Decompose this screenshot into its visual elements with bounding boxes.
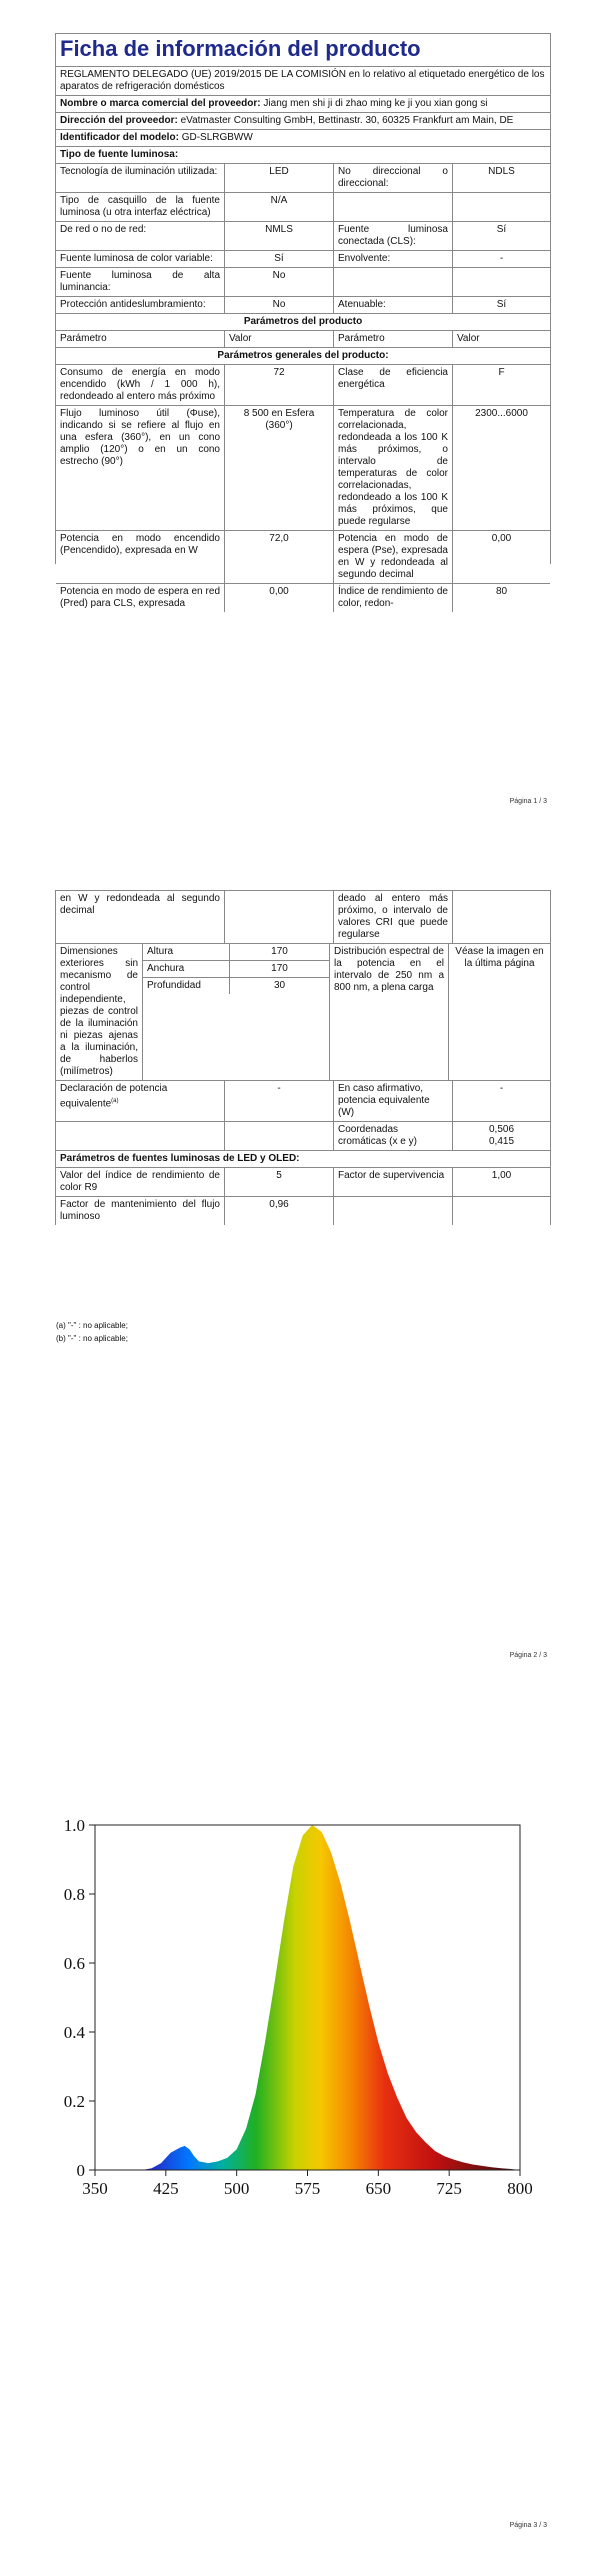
light-source-row-l1: De red o no de red:: [56, 222, 225, 250]
page-number: Página 2 / 3: [509, 1652, 547, 1659]
light-source-row-l2: Fuente luminosa conectada (CLS):: [334, 222, 453, 250]
y-tick-label: 0.2: [63, 2092, 85, 2111]
light-source-row-l1: Fuente luminosa de color variable:: [56, 251, 225, 267]
supplier-name-label: Nombre o marca comercial del proveedor:: [60, 98, 261, 109]
column-header-row: [56, 330, 550, 347]
coords-values: [453, 1122, 550, 1150]
col-param-2: Parámetro: [334, 331, 453, 347]
continued-row-v2: [453, 891, 550, 943]
light-source-row: [56, 250, 550, 267]
light-source-row-v1: NMLS: [225, 222, 334, 250]
dimensions-values: [143, 944, 330, 1080]
light-source-row-l2: [334, 193, 453, 221]
spectrum-area: [95, 1825, 520, 2170]
general-params-header: Parámetros generales del producto:: [56, 347, 550, 364]
continued-row-v1: [225, 891, 334, 943]
led-param-row-l1: Factor de mantenimiento del flujo luminoso: [56, 1197, 225, 1225]
x-tick-label: 500: [223, 2179, 250, 2198]
light-source-row-l2: No direccional o direccional:: [334, 164, 453, 192]
led-params-rows: [56, 1167, 550, 1225]
y-tick-label: 1.0: [63, 1816, 85, 1835]
light-source-row-l1: Tipo de casquillo de la fuente luminosa (u otra interfaz eléctrica): [56, 193, 225, 221]
dimension-depth: Profundidad 30: [143, 978, 329, 994]
product-sheet-frame: [55, 33, 551, 609]
model-row: [56, 129, 550, 146]
footnote-a: (a) "-" : no aplicable;: [56, 1321, 128, 1330]
equivalent-power-row: [56, 1080, 550, 1121]
supplier-name-value: Jiang men shi ji di zhao ming ke ji you xian gong si: [263, 98, 488, 109]
light-source-row-l1: Protección antideslumbramiento:: [56, 297, 225, 313]
continued-row-l2: deado al entero más próximo, o intervalo de valores CRI que puede regularse: [334, 891, 453, 943]
model-label: Identificador del modelo:: [60, 132, 179, 143]
page-number: Página 1 / 3: [509, 798, 547, 805]
light-source-row-l1: Tecnología de iluminación utilizada:: [56, 164, 225, 192]
general-param-row-v1: 0,00: [225, 584, 334, 612]
x-tick-label: 425: [153, 2179, 179, 2198]
continued-rows: [56, 890, 550, 943]
supplier-address-value: eVatmaster Consulting GmbH, Bettinastr. 30, 60325 Frankfurt am Main, DE: [180, 115, 514, 126]
spectral-power-chart: [0, 1780, 603, 2200]
light-source-row-l2: Atenuable:: [334, 297, 453, 313]
col-value: Valor: [225, 331, 334, 347]
light-source-row-v2: Sí: [496, 299, 507, 310]
general-param-row-l2: Potencia en modo de espera (Pse), expresada en W y redondeada al segundo decimal: [334, 531, 453, 583]
general-param-row-v2: 80: [495, 586, 508, 597]
led-param-row-l2: [334, 1197, 453, 1225]
light-source-row-v1: No: [225, 268, 334, 296]
led-param-row: [56, 1196, 550, 1225]
light-source-row-v2: Sí: [496, 224, 507, 235]
dimensions-label: Dimensiones exteriores sin mecanismo de control independiente, piezas de control de la iluminación ni piezas ajenas a la iluminación, de haberlos (milímetros): [56, 944, 143, 1080]
dimensions-row: [56, 943, 550, 1080]
general-param-row-l2: Temperatura de color correlacionada, redondeada a los 100 K más próximos, o intervalo de temperaturas de color correlacionadas, redondeado a los 100 K más próximos, que puede regularse: [334, 406, 453, 530]
general-param-row-v1: 72,0: [225, 531, 334, 583]
supplier-address-label: Dirección del proveedor:: [60, 115, 178, 126]
model-value: GD-SLRGBWW: [181, 132, 253, 143]
equiv-power-value: -: [499, 1083, 504, 1094]
page-1: [0, 0, 603, 860]
equiv-power-label: En caso afirmativo, potencia equivalente (W): [334, 1081, 453, 1121]
footnote-b: (b) "-" : no aplicable;: [56, 1334, 128, 1343]
col-param: Parámetro: [56, 331, 225, 347]
light-source-row-l2: Envolvente:: [334, 251, 453, 267]
light-source-rows: [56, 163, 550, 313]
led-param-row-l1: Valor del índice de rendimiento de color R9: [56, 1168, 225, 1196]
col-value-2: Valor: [457, 333, 480, 344]
general-param-row-l1: Potencia en modo de espera en red (Pred) para CLS, expresada: [56, 584, 225, 612]
spd-value: Véase la imagen en la última página: [455, 946, 544, 969]
x-tick-label: 725: [436, 2179, 462, 2198]
general-param-row-l1: Consumo de energía en modo encendido (kWh / 1 000 h), redondeado al entero más próximo: [56, 365, 225, 405]
equiv-value: -: [225, 1081, 334, 1121]
x-tick-label: 800: [507, 2179, 533, 2198]
continued-row-l1: en W y redondeada al segundo decimal: [56, 891, 225, 943]
general-param-row: [56, 530, 550, 583]
light-source-row: [56, 192, 550, 221]
general-param-row-l1: Potencia en modo encendido (Pencendido), expresada en W: [56, 531, 225, 583]
general-param-row-l1: Flujo luminoso útil (Φuse), indicando si se refiere al flujo en una esfera (360°), en un cono amplio (120°) o en un cono estrecho (90°): [56, 406, 225, 530]
light-source-row-v1: LED: [225, 164, 334, 192]
spd-label: Distribución espectral de la potencia en el intervalo de 250 nm a 800 nm, a plena carga: [330, 944, 449, 1080]
led-param-row-v2: 1,00: [491, 1170, 512, 1181]
page-number: Página 3 / 3: [509, 2522, 547, 2529]
y-tick-label: 0.4: [63, 2023, 85, 2042]
light-source-row: [56, 267, 550, 296]
supplier-address-row: [56, 112, 550, 129]
light-source-type-header: Tipo de fuente luminosa:: [56, 146, 550, 163]
led-param-row: [56, 1167, 550, 1196]
general-param-row-v2: 2300...6000: [475, 408, 528, 419]
coord-x: 0,506: [488, 1124, 515, 1135]
general-param-row-v2: 0,00: [491, 533, 512, 544]
light-source-row-v1: N/A: [225, 193, 334, 221]
light-source-row-v2: [453, 268, 550, 296]
page-2: [0, 890, 603, 1690]
light-source-row-v2: -: [499, 253, 504, 264]
light-source-row-l2: [334, 268, 453, 296]
led-params-header: Parámetros de fuentes luminosas de LED y OLED:: [56, 1150, 550, 1167]
led-param-row-v1: 0,96: [225, 1197, 334, 1225]
light-source-row-v2: NDLS: [488, 166, 515, 177]
product-sheet-frame-2: [55, 890, 551, 1225]
light-source-row-l1: Fuente luminosa de alta luminancia:: [56, 268, 225, 296]
page-title: Ficha de información del producto: [56, 33, 550, 66]
light-source-row: [56, 296, 550, 313]
dimension-height: Altura 170: [143, 944, 329, 961]
general-param-row: [56, 364, 550, 405]
continued-row: [56, 890, 550, 943]
general-param-row-v1: 8 500 en Esfera (360°): [225, 406, 334, 530]
light-source-row: [56, 163, 550, 192]
footnotes: [56, 1318, 128, 1344]
y-tick-label: 0.6: [63, 1954, 85, 1973]
coords-label: Coordenadas cromáticas (x e y): [334, 1122, 453, 1150]
general-param-row-l2: Índice de rendimiento de color, redon-: [334, 584, 453, 612]
light-source-row: [56, 221, 550, 250]
dimension-width: Anchura 170: [143, 961, 329, 978]
led-param-row-v2: [453, 1197, 550, 1225]
light-source-row-v2: [453, 193, 550, 221]
chromaticity-row: [56, 1121, 550, 1150]
x-tick-label: 575: [294, 2179, 321, 2198]
general-param-row: [56, 405, 550, 530]
y-tick-label: 0.8: [63, 1885, 85, 1904]
page-3: [0, 1760, 603, 2560]
general-param-row-l2: Clase de eficiencia energética: [334, 365, 453, 405]
general-param-row-v2: F: [498, 367, 505, 378]
general-params-rows: [56, 364, 550, 609]
product-params-header: Parámetros del producto: [56, 313, 550, 330]
general-param-row: [56, 583, 550, 612]
led-param-row-v1: 5: [225, 1168, 334, 1196]
led-param-row-l2: Factor de supervivencia: [334, 1168, 453, 1196]
y-tick-label: 0: [76, 2161, 85, 2180]
general-param-row-v1: 72: [225, 365, 334, 405]
light-source-row-v1: Sí: [225, 251, 334, 267]
equiv-label: Declaración de potencia equivalente$^{(a)}$: [56, 1081, 225, 1121]
light-source-row-v1: No: [225, 297, 334, 313]
supplier-name-row: [56, 95, 550, 112]
x-tick-label: 350: [82, 2179, 108, 2198]
coord-y: 0,415: [488, 1136, 515, 1147]
regulation-text: REGLAMENTO DELEGADO (UE) 2019/2015 DE LA COMISIÓN en lo relativo al etiquetado energético de los aparatos de refrigeración domésticos: [56, 66, 550, 95]
x-tick-label: 650: [365, 2179, 392, 2198]
